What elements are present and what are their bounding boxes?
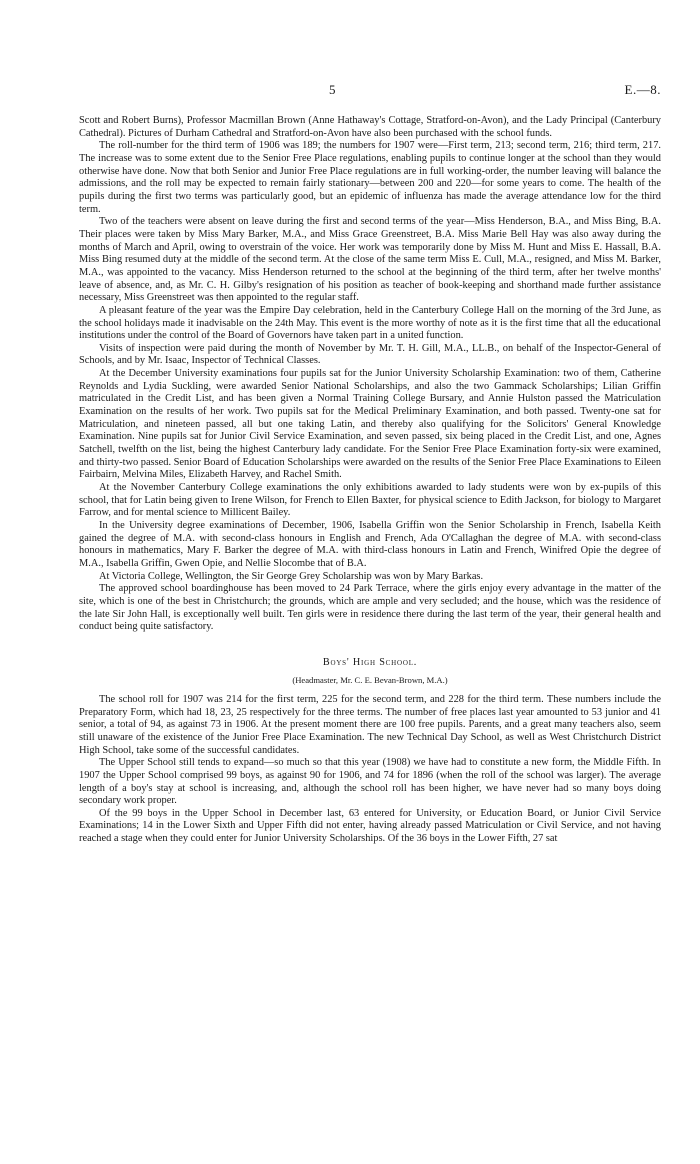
- paragraph: The school roll for 1907 was 214 for the first term, 225 for the second term, and 228 for the third term. These numbers include the Preparatory Form, which had 18, 23, 25 respectively for the three terms. The number of free places last year amounted to 53 junior and 41 senior, a total of 94, as against 73 in 1906. At the present moment there are 100 free pupils. Parents, and a great many teachers also, seem still unaware of the existence of the Junior Free Place Examination. The new Technical Day School, as well as West Christchurch District High School, take some of the successful candidates.: [79, 693, 661, 756]
- section-subheading: (Headmaster, Mr. C. E. Bevan-Brown, M.A.): [292, 674, 448, 685]
- page-number: 5: [329, 82, 336, 97]
- girls-high-school-report: [79, 115, 661, 634]
- paragraph: A pleasant feature of the year was the Empire Day celebration, held in the Canterbury College Hall on the morning of the 3rd June, as the school holidays made it inadvisable on the 24th May. This event is the more worthy of note as it is the first time that all the educational institutions under the control of the Board of Governors have taken part in a united function.: [79, 304, 661, 342]
- paragraph: The approved school boardinghouse has been moved to 24 Park Terrace, where the girls enjoy every advantage in the matter of the site, which is one of the best in Christchurch; the grounds, which are ample and very secluded; and the house, which was the residence of the late Sir John Hall, is exceptionally well built. Ten girls were in residence there during the last term of the year, their general health and conduct being quite satisfactory.: [79, 583, 661, 633]
- boys-high-school-report: [79, 694, 661, 846]
- paragraph: The Upper School still tends to expand—so much so that this year (1908) we have had to constitute a new form, the Middle Fifth. In 1907 the Upper School comprised 99 boys, as against 90 for 1906, and 74 for 1896 (when the roll of the school was larger). The average length of a boy's stay at school is increasing, and, although the school roll has been higher, we have never had so many boys doing secondary work proper.: [79, 757, 661, 807]
- section-reference: E.—8.: [624, 82, 661, 97]
- document-body: [79, 115, 661, 846]
- paragraph: The roll-number for the third term of 1906 was 189; the numbers for 1907 were—First term, 213; second term, 216; third term, 217. The increase was to some extent due to the Senior Free Place regulations, enabling pupils to continue longer at the school than they would otherwise have done. Now that both Senior and Junior Free Place regulations are in full working-order, the number leaving will balance the admissions, and the roll may be expected to remain fairly stationary—between 200 and 220—for some years to come. The health of the pupils during the first two terms was particularly good, but an epidemic of influenza has made the average attendance low for the third term.: [79, 140, 661, 215]
- section-heading: Boys' High School.: [322, 656, 418, 668]
- paragraph: At the November Canterbury College examinations the only exhibitions awarded to lady students were won by ex-pupils of this school, that for Latin being given to Irene Wilson, for French to Ellen Baxter, for physical science to Edith Jackson, for biology to Margaret Farrow, and for mental science to Millicent Bailey.: [79, 482, 661, 519]
- paragraph: Two of the teachers were absent on leave during the first and second terms of the year—Miss Henderson, B.A., and Miss Bing, B.A. Their places were taken by Miss Mary Barker, M.A., and Miss Grace Greenstreet, B.A. Miss Marie Bell Hay was also away during the months of March and April, owing to overstrain of the voice. Her work was temporarily done by Miss M. Hunt and Miss E. Hassall, B.A. Miss Bing resumed duty at the middle of the second term. At the close of the same term Miss E. Cull, M.A., resigned, and Miss M. Barker, M.A., was appointed to the vacancy. Miss Henderson returned to the school at the beginning of the third term, after her twelve months' leave of absence, and, as Mr. C. H. Gilby's resignation of his position as teacher of book-keeping and shorthand made further assistance necessary, Miss Greenstreet was then appointed to the regular staff.: [79, 216, 661, 304]
- page-header: [0, 82, 700, 100]
- paragraph: At the December University examinations four pupils sat for the Junior University Scholarship Examination: two of them, Catherine Reynolds and Lydia Suckling, were awarded Senior National Scholarships, and also the two Gammack Scholarships; Lilian Griffin matriculated in the Credit List, and has been given a Normal Training College Bursary, and Annie Hulston passed the Matriculation Examination on the results of her work. Two pupils sat for the Medical Preliminary Examination, and both passed. Twenty-one sat for Matriculation, and nineteen passed, all but one taking Latin, and thereby also qualifying for the Solicitors' General Knowledge Examination. Nine pupils sat for Junior Civil Service Examination, and seven passed, six being placed in the Credit List, and one, Agnes Satchell, twelfth on the list, being the highest Canterbury lady candidate. For the Senior Free Place Examination forty-six were examined, and thirty-two passed. Senior Board of Education Scholarships were awarded on the results of the Senior Free Place Examinations to Eileen Fairbairn, Melvina Miles, Elizabeth Harvey, and Rachel Smith.: [79, 368, 662, 481]
- paragraph: Of the 99 boys in the Upper School in December last, 63 entered for University, or Education Board, or Junior Civil Service Examinations; 14 in the Lower Sixth and Upper Fifth did not enter, having already passed Matriculation or Civil Service, and not having reached a stage when they could enter for Junior University Scholarships. Of the 36 boys in the Lower Fifth, 27 sat: [79, 807, 661, 845]
- paragraph: Scott and Robert Burns), Professor Macmillan Brown (Anne Hathaway's Cottage, Stratford-on-Avon), and the Lady Principal (Canterbury Cathedral). Pictures of Durham Cathedral and Stratford-on-Avon have also been purchased with the school funds.: [79, 115, 661, 139]
- paragraph: In the University degree examinations of December, 1906, Isabella Griffin won the Senior Scholarship in French, Isabella Keith gained the degree of M.A. with second-class honours in English and French, Ada O'Callaghan the degree of M.A. with second-class honours in mathematics, Mary F. Barker the degree of M.A. with third-class honours in Latin and French, Winifred Opie the degree of M.A., Isabella Griffin, Gwen Opie, and Nellie Slocombe that of B.A.: [79, 520, 661, 569]
- paragraph: At Victoria College, Wellington, the Sir George Grey Scholarship was won by Mary Barkas.: [99, 570, 484, 582]
- paragraph: Visits of inspection were paid during the month of November by Mr. T. H. Gill, M.A., LL.B., on behalf of the Inspector-General of Schools, and by Mr. Isaac, Inspector of Technical Classes.: [79, 342, 661, 367]
